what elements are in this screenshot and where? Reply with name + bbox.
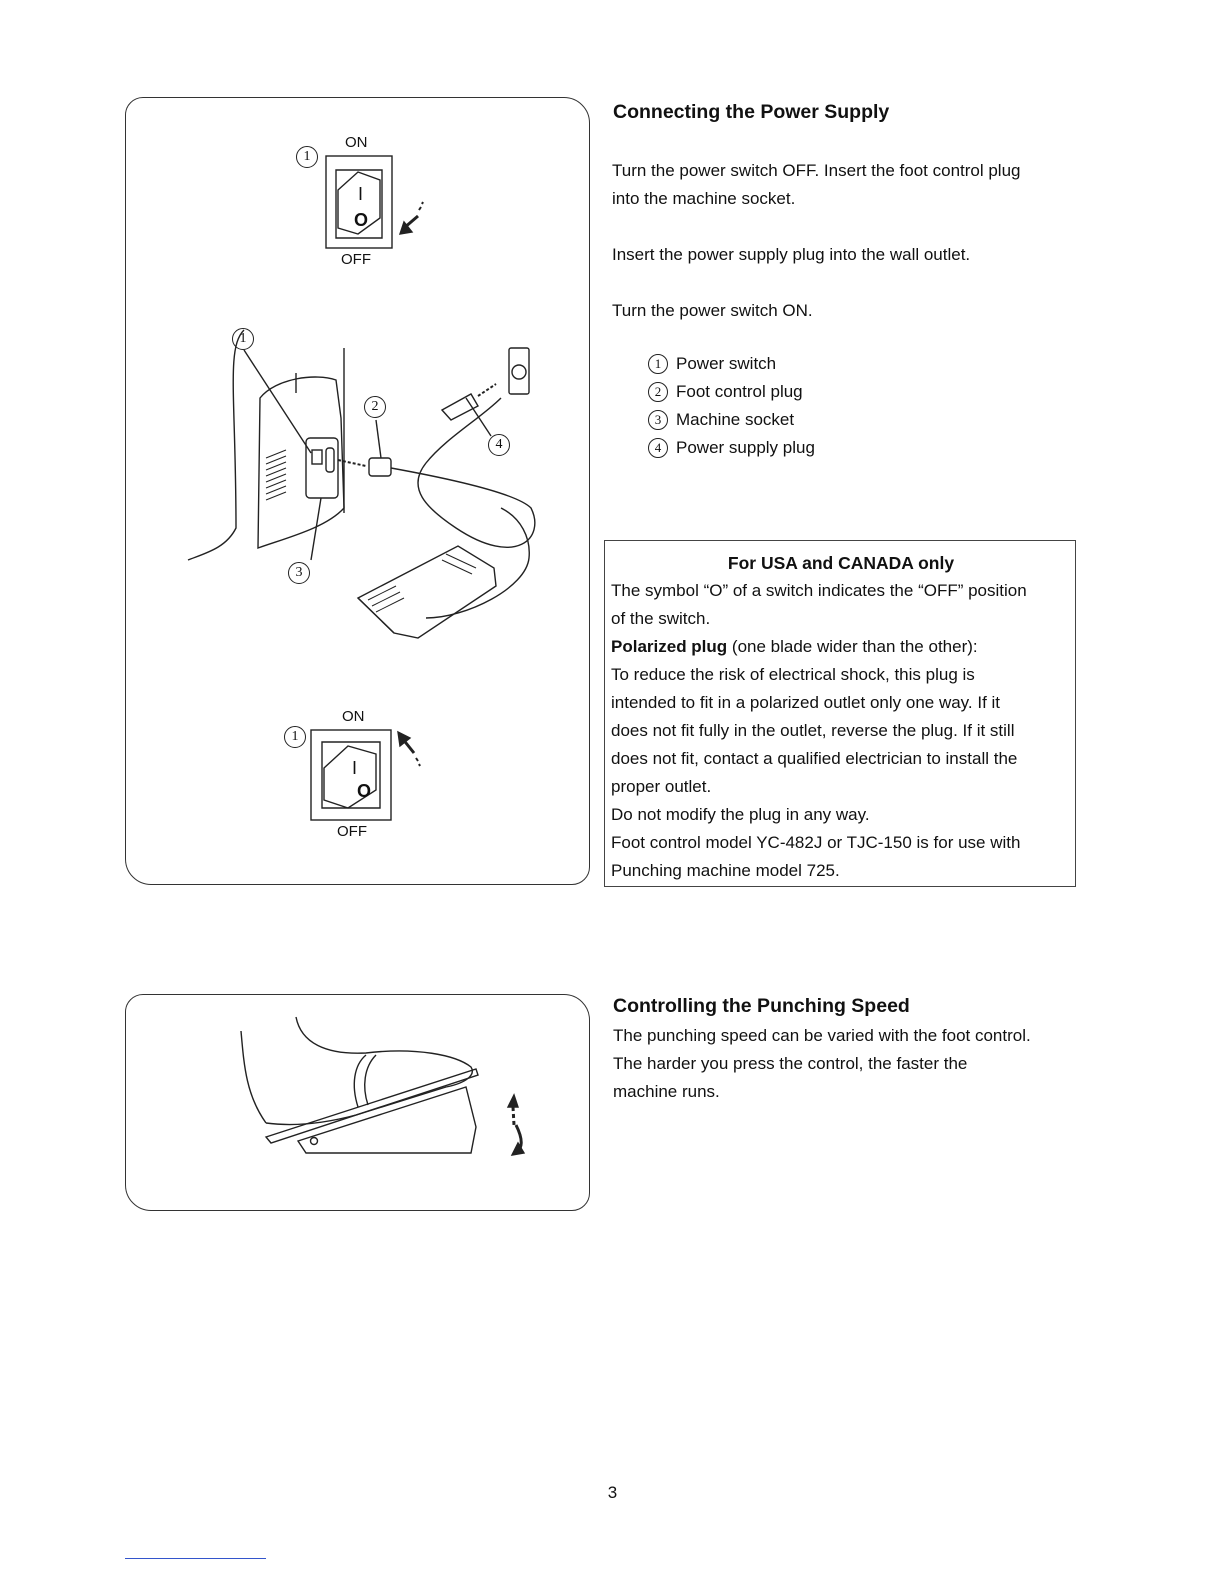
legend-item: [648, 406, 815, 434]
notice-line: proper outlet.: [611, 777, 712, 796]
notice-line: Foot control model YC-482J or TJC-150 is for use with: [611, 833, 1021, 852]
speed-line-2: The harder you press the control, the faster the: [613, 1054, 968, 1073]
legend-label: Power switch: [676, 354, 777, 373]
callout-1-machine: 1: [232, 328, 254, 350]
parts-legend: [648, 350, 815, 462]
power-cord: [391, 398, 535, 547]
legend-item: [648, 350, 815, 378]
figure-foot-control: [125, 994, 590, 1211]
legend-num: 3: [648, 410, 668, 430]
notice-polarized-line: [611, 633, 1071, 661]
section-heading-speed: Controlling the Punching Speed: [613, 995, 910, 1017]
leg-outline: [241, 1031, 266, 1123]
rocker-on-symbol: I: [358, 184, 364, 204]
section-heading-power: Connecting the Power Supply: [613, 101, 890, 123]
callout-2-machine: 2: [364, 396, 386, 418]
shoe-outline: [266, 1017, 472, 1125]
paragraph-2: Insert the power supply plug into the wall outlet.: [612, 245, 971, 264]
legend-num: 2: [648, 382, 668, 402]
notice-line: Do not modify the plug in any way.: [611, 805, 870, 824]
machine-body-outline: [188, 330, 244, 560]
callout-3-machine: 3: [288, 562, 310, 584]
figure-power-supply: [125, 97, 590, 885]
notice-line: Punching machine model 725.: [611, 861, 840, 880]
callout-4-machine: 4: [488, 434, 510, 456]
notice-polarized-term: Polarized plug: [611, 637, 728, 656]
legend-label: Machine socket: [676, 410, 795, 429]
notice-line: intended to fit in a polarized outlet only one way. If it: [611, 693, 1001, 712]
switch-on-off-label: OFF: [337, 823, 367, 840]
paragraph-1: [612, 157, 1021, 213]
notice-line: does not fit fully in the outlet, reverse the plug. If it still: [611, 721, 1015, 740]
notice-title: For USA and CANADA only: [727, 553, 955, 573]
speed-line-3: machine runs.: [613, 1082, 720, 1101]
rocker-on-symbol-2: I: [352, 758, 358, 778]
notice-polarized-desc: (one blade wider than the other):: [727, 637, 978, 656]
up-down-arrow-icon: [508, 1095, 518, 1107]
legend-label: Power supply plug: [676, 438, 815, 457]
legend-num: 1: [648, 354, 668, 374]
paragraph-3: Turn the power switch ON.: [612, 301, 813, 320]
foot-pedal: [358, 546, 496, 638]
switch-on-on-label: ON: [342, 708, 365, 725]
notice-line: does not fit, contact a qualified electrician to install the: [611, 749, 1018, 768]
speed-line-1: The punching speed can be varied with the foot control.: [613, 1026, 1031, 1045]
rocker-off-symbol: O: [354, 210, 369, 230]
paragraph-1-line-2: into the machine socket.: [612, 189, 796, 208]
foot-control-illustration: [126, 995, 589, 1210]
pedal-top: [266, 1069, 478, 1143]
foot-control-plug: [369, 458, 391, 476]
notice-line: The symbol “O” of a switch indicates the “OFF” position: [611, 581, 1027, 600]
paragraph-1-line-1: Turn the power switch OFF. Insert the foot control plug: [612, 161, 1021, 180]
page-number: 3: [607, 1483, 618, 1502]
usa-canada-notice: [604, 540, 1076, 887]
switch-off-off-label: OFF: [341, 251, 371, 268]
pedal-base: [298, 1087, 476, 1153]
legend-item: [648, 378, 815, 406]
switch-off-on-label: ON: [345, 134, 368, 151]
notice-line: To reduce the risk of electrical shock, this plug is: [611, 665, 975, 684]
callout-1-switch-on: 1: [284, 726, 306, 748]
legend-item: [648, 434, 815, 462]
speed-paragraph: [613, 1022, 1031, 1106]
legend-num: 4: [648, 438, 668, 458]
switch-on-rocker: [322, 742, 380, 808]
footer-rule: [125, 1558, 266, 1559]
rocker-off-symbol-2: O: [357, 781, 372, 801]
legend-label: Foot control plug: [676, 382, 803, 401]
callout-1-switch-off: 1: [296, 146, 318, 168]
notice-line: of the switch.: [611, 609, 711, 628]
